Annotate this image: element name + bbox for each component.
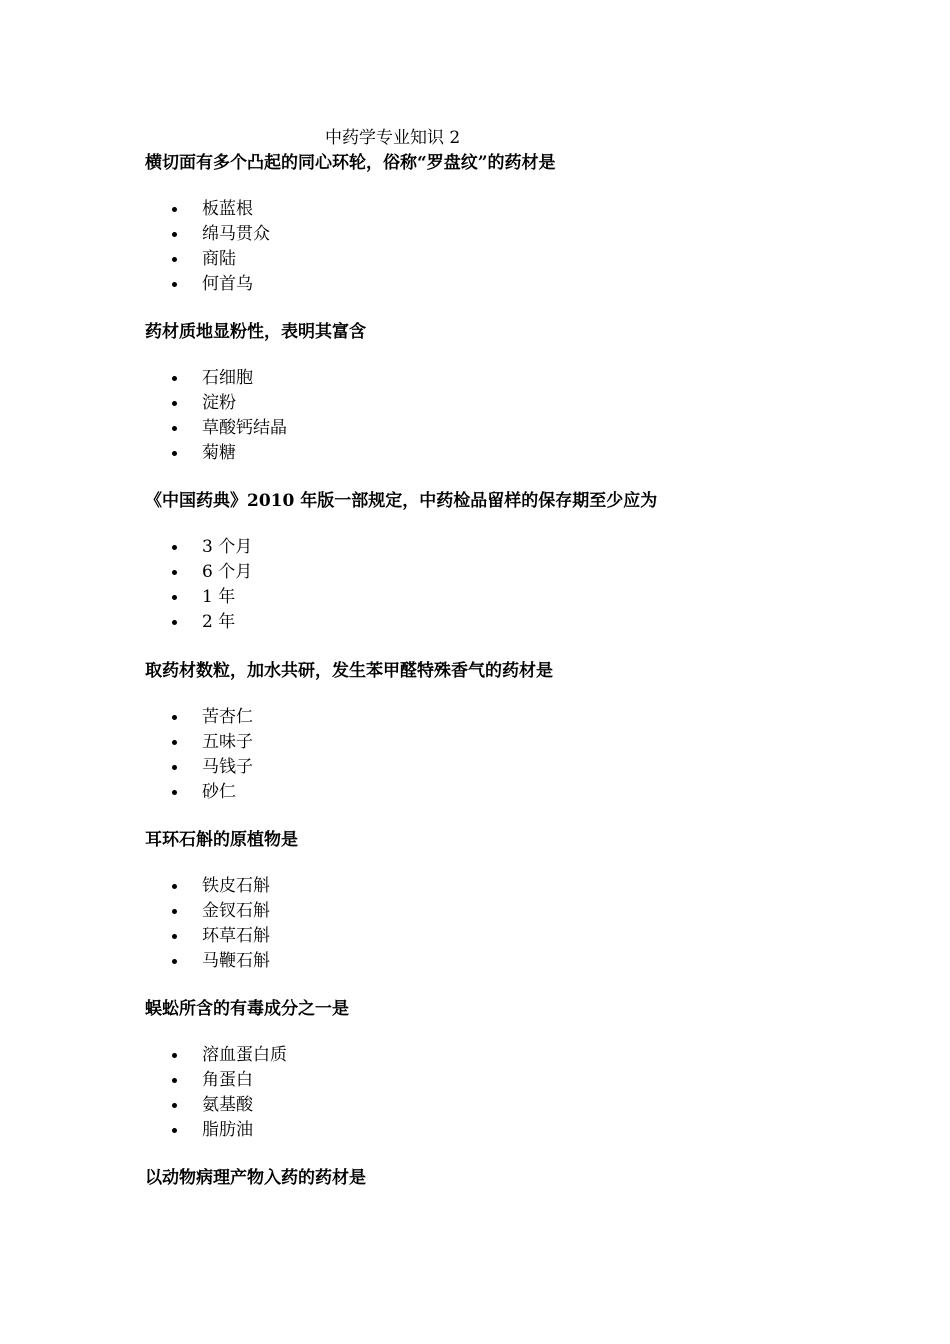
- list-item: [145, 705, 905, 730]
- bullet-icon: [172, 620, 177, 625]
- option-list: [145, 1043, 905, 1143]
- question-text: 横切面有多个凸起的同心环轮，俗称“罗盘纹”的药材是: [145, 153, 556, 173]
- bullet-icon: [172, 257, 177, 262]
- list-item: [145, 441, 905, 466]
- option-text: 6 个月: [202, 562, 253, 582]
- option-text: 1 年: [202, 587, 236, 607]
- option-text: 角蛋白: [202, 1070, 253, 1090]
- question-text: 药材质地显粉性，表明其富含: [145, 322, 366, 342]
- bullet-icon: [172, 595, 177, 600]
- list-item: [145, 730, 905, 755]
- bullet-icon: [172, 1078, 177, 1083]
- option-text: 脂肪油: [202, 1120, 253, 1140]
- list-item: [145, 535, 905, 560]
- question-2: [145, 320, 905, 466]
- question-text: 以动物病理产物入药的药材是: [145, 1168, 366, 1188]
- question-text: 《中国药典》2010 年版一部规定，中药检品留样的保存期至少应为: [145, 491, 658, 511]
- bullet-icon: [172, 790, 177, 795]
- list-item: [145, 755, 905, 780]
- bullet-icon: [172, 959, 177, 964]
- question-4: [145, 659, 905, 805]
- option-text: 溶血蛋白质: [202, 1045, 287, 1065]
- list-item: [145, 1093, 905, 1118]
- list-item: [145, 197, 905, 222]
- bullet-icon: [172, 545, 177, 550]
- option-text: 马钱子: [202, 757, 253, 777]
- list-item: [145, 1043, 905, 1068]
- list-item: [145, 585, 905, 610]
- option-text: 何首乌: [202, 274, 253, 294]
- option-text: 菊糖: [202, 443, 236, 463]
- bullet-icon: [172, 884, 177, 889]
- bullet-icon: [172, 570, 177, 575]
- bullet-icon: [172, 740, 177, 745]
- option-list: [145, 535, 905, 635]
- option-list: [145, 874, 905, 974]
- option-text: 草酸钙结晶: [202, 418, 287, 438]
- list-item: [145, 1118, 905, 1143]
- list-item: [145, 272, 905, 297]
- bullet-icon: [172, 765, 177, 770]
- question-text: 取药材数粒，加水共研，发生苯甲醛特殊香气的药材是: [145, 661, 553, 681]
- bullet-icon: [172, 376, 177, 381]
- question-7: [145, 1166, 905, 1190]
- option-text: 金钗石斛: [202, 901, 270, 921]
- bullet-icon: [172, 451, 177, 456]
- list-item: [145, 949, 905, 974]
- list-item: [145, 222, 905, 247]
- list-item: [145, 560, 905, 585]
- list-item: [145, 610, 905, 635]
- question-3: [145, 489, 905, 635]
- option-text: 石细胞: [202, 368, 253, 388]
- question-text: 蜈蚣所含的有毒成分之一是: [145, 999, 349, 1019]
- bullet-icon: [172, 715, 177, 720]
- list-item: [145, 391, 905, 416]
- question-5: [145, 828, 905, 974]
- option-list: [145, 366, 905, 466]
- bullet-icon: [172, 282, 177, 287]
- bullet-icon: [172, 232, 177, 237]
- list-item: [145, 366, 905, 391]
- bullet-icon: [172, 401, 177, 406]
- option-text: 2 年: [202, 612, 236, 632]
- option-list: [145, 705, 905, 805]
- list-item: [145, 416, 905, 441]
- option-text: 砂仁: [202, 782, 236, 802]
- option-text: 苦杏仁: [202, 707, 253, 727]
- option-text: 环草石斛: [202, 926, 270, 946]
- option-text: 氨基酸: [202, 1095, 253, 1115]
- option-text: 板蓝根: [202, 199, 253, 219]
- list-item: [145, 1068, 905, 1093]
- list-item: [145, 924, 905, 949]
- option-text: 铁皮石斛: [202, 876, 270, 896]
- list-item: [145, 874, 905, 899]
- bullet-icon: [172, 934, 177, 939]
- option-text: 五味子: [202, 732, 253, 752]
- list-item: [145, 780, 905, 805]
- bullet-icon: [172, 1053, 177, 1058]
- option-text: 马鞭石斛: [202, 951, 270, 971]
- question-6: [145, 997, 905, 1143]
- option-text: 商陆: [202, 249, 236, 269]
- list-item: [145, 247, 905, 272]
- bullet-icon: [172, 426, 177, 431]
- document-title: 中药学专业知识 2: [325, 128, 461, 148]
- bullet-icon: [172, 1128, 177, 1133]
- list-item: [145, 899, 905, 924]
- bullet-icon: [172, 1103, 177, 1108]
- option-text: 3 个月: [202, 537, 253, 557]
- option-text: 绵马贯众: [202, 224, 270, 244]
- bullet-icon: [172, 909, 177, 914]
- option-list: [145, 197, 905, 297]
- question-text: 耳环石斛的原植物是: [145, 830, 298, 850]
- option-text: 淀粉: [202, 393, 236, 413]
- bullet-icon: [172, 207, 177, 212]
- question-1: [145, 151, 905, 297]
